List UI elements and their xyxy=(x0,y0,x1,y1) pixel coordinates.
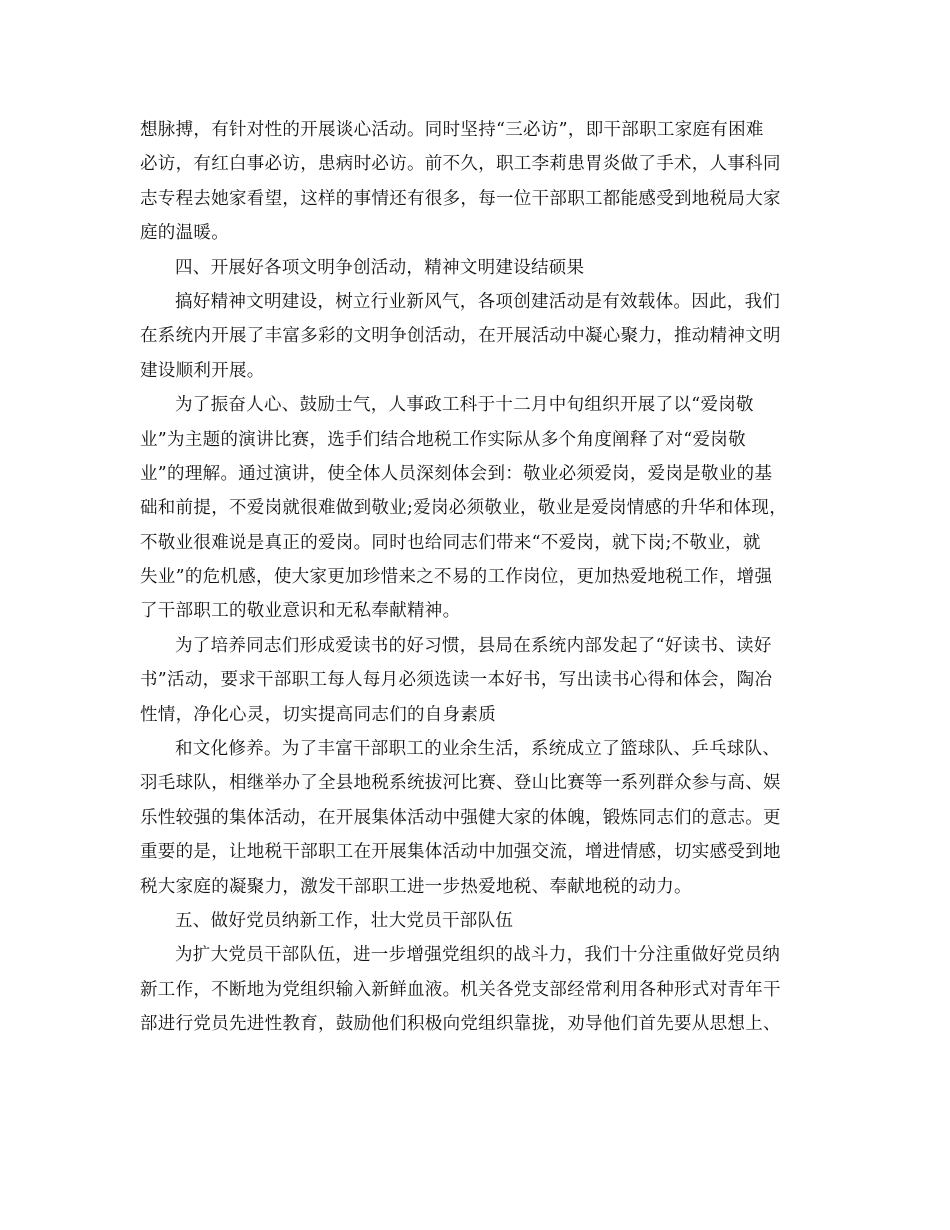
text-line: 搞好精神文明建设，树立行业新风气，各项创建活动是有效载体。因此，我们 xyxy=(175,291,781,312)
text-line: 础和前提，不爱岗就很难做到敬业;爱岗必须敬业，敬业是爱岗情感的升华和体现， xyxy=(140,498,787,519)
text-line: 羽毛球队，相继举办了全县地税系统拔河比赛、登山比赛等一系列群众参与高、娱 xyxy=(140,773,781,794)
text-line: 业”的理解。通过演讲，使全体人员深刻体会到：敬业必须爱岗，爱岗是敬业的基 xyxy=(140,463,773,484)
text-line: 书”活动，要求干部职工每人每月必须选读一本好书，写出读书心得和体会，陶冶 xyxy=(140,670,773,691)
text-line: 乐性较强的集体活动，在开展集体活动中强健大家的体魄，锻炼同志们的意志。更 xyxy=(140,807,781,828)
text-line: 税大家庭的凝聚力，激发干部职工进一步热爱地税、奉献地税的动力。 xyxy=(140,876,692,897)
text-line: 志专程去她家看望，这样的事情还有很多，每一位干部职工都能感受到地税局大家 xyxy=(140,188,781,209)
text-line: 新工作，不断地为党组织输入新鲜血液。机关各党支部经常利用各种形式对青年干 xyxy=(140,979,781,1000)
text-line: 业”为主题的演讲比赛，选手们结合地税工作实际从多个角度阐释了对“爱岗敬 xyxy=(140,429,746,450)
text-line: 和文化修养。为了丰富干部职工的业余生活，系统成立了篮球队、乒乓球队、 xyxy=(175,739,781,760)
text-line: 性情，净化心灵，切实提高同志们的自身素质 xyxy=(140,704,496,725)
text-line: 不敬业很难说是真正的爱岗。同时也给同志们带来“不爱岗，就下岗;不敬业，就 xyxy=(140,532,761,553)
document-body xyxy=(140,113,812,1042)
text-line: 为了培养同志们形成爱读书的好习惯，县局在系统内部发起了“好读书、读好 xyxy=(175,635,772,656)
section-heading: 五、做好党员纳新工作，壮大党员干部队伍 xyxy=(175,910,514,931)
section-heading: 四、开展好各项文明争创活动，精神文明建设结硕果 xyxy=(175,257,585,278)
text-line: 部进行党员先进性教育，鼓励他们积极向党组织靠拢，劝导他们首先要从思想上、 xyxy=(140,1014,781,1035)
text-line: 为扩大党员干部队伍，进一步增强党组织的战斗力，我们十分注重做好党员纳 xyxy=(175,945,781,966)
text-line: 为了振奋人心、鼓励士气，人事政工科于十二月中旬组织开展了以“爱岗敬 xyxy=(175,395,754,416)
text-line: 必访，有红白事必访，患病时必访。前不久，职工李莉患胃炎做了手术，人事科同 xyxy=(140,154,781,175)
text-line: 庭的温暖。 xyxy=(140,223,229,244)
text-line: 想脉搏，有针对性的开展谈心活动。同时坚持“三必访”，即干部职工家庭有困难 xyxy=(140,120,764,140)
text-line: 重要的是，让地税干部职工在开展集体活动中加强交流，增进情感，切实感受到地 xyxy=(140,842,781,863)
text-line: 了干部职工的敬业意识和无私奉献精神。 xyxy=(140,601,461,622)
text-line: 建设顺利开展。 xyxy=(140,360,265,381)
text-line: 在系统内开展了丰富多彩的文明争创活动，在开展活动中凝心聚力，推动精神文明 xyxy=(140,326,781,347)
text-line: 失业”的危机感，使大家更加珍惜来之不易的工作岗位，更加热爱地税工作，增强 xyxy=(140,567,773,588)
